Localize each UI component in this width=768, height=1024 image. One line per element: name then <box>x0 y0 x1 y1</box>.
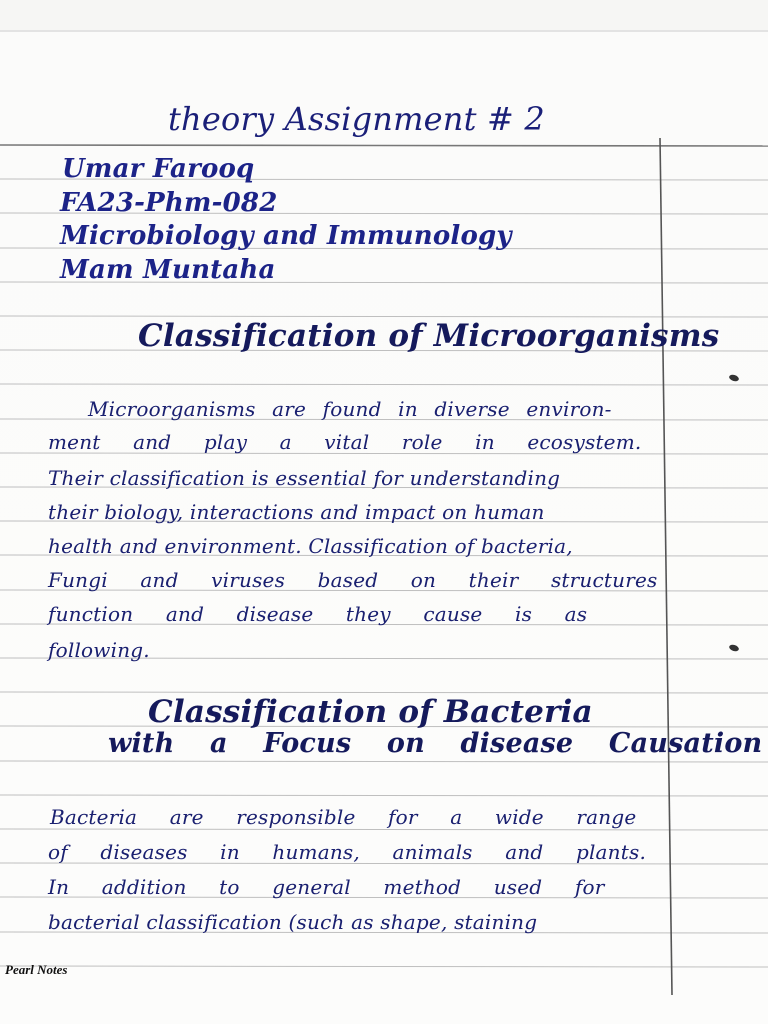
brand-label: Pearl Notes <box>5 962 68 977</box>
paragraph-line: health and environment. Classification of bacteria, <box>48 534 573 558</box>
paragraph-line: bacterial classification (such as shape, staining <box>48 910 538 934</box>
paragraph-line: Microorganisms are found in diverse environ- <box>88 397 612 421</box>
rule-line <box>0 761 768 762</box>
paragraph-line: their biology, interactions and impact on human <box>48 500 545 524</box>
margin-line <box>660 138 672 995</box>
paragraph-line: following. <box>48 638 150 662</box>
section-heading-microorganisms: Classification of Microorganisms <box>138 318 720 354</box>
rule-line <box>0 692 768 693</box>
roll-number: FA23-Phm-082 <box>60 188 278 218</box>
section-heading-bacteria: Classification of Bacteria <box>148 694 593 730</box>
rule-line <box>0 384 768 385</box>
paragraph-line: Bacteria are responsible for a wide range <box>50 805 637 829</box>
rule-line <box>0 316 768 317</box>
rule-line <box>0 966 768 967</box>
rule-line <box>0 145 768 146</box>
paragraph-line: In addition to general method used for <box>48 875 605 899</box>
paragraph-line: function and disease they cause is as <box>48 602 588 626</box>
paragraph-line: ment and play a vital role in ecosystem. <box>48 430 642 454</box>
rule-line <box>0 795 768 796</box>
paragraph-line: Their classification is essential for understanding <box>48 466 561 490</box>
assignment-title: theory Assignment # 2 <box>168 100 545 138</box>
course-name: Microbiology and Immunology <box>60 221 512 251</box>
student-name: Umar Farooq <box>62 154 255 184</box>
teacher-name: Mam Muntaha <box>60 255 276 285</box>
paragraph-line: Fungi and viruses based on their structures <box>48 568 658 592</box>
paragraph-line: of diseases in humans, animals and plants. <box>48 840 647 864</box>
rule-line <box>0 829 768 830</box>
section-subheading-bacteria: with a Focus on disease Causation <box>108 728 763 759</box>
